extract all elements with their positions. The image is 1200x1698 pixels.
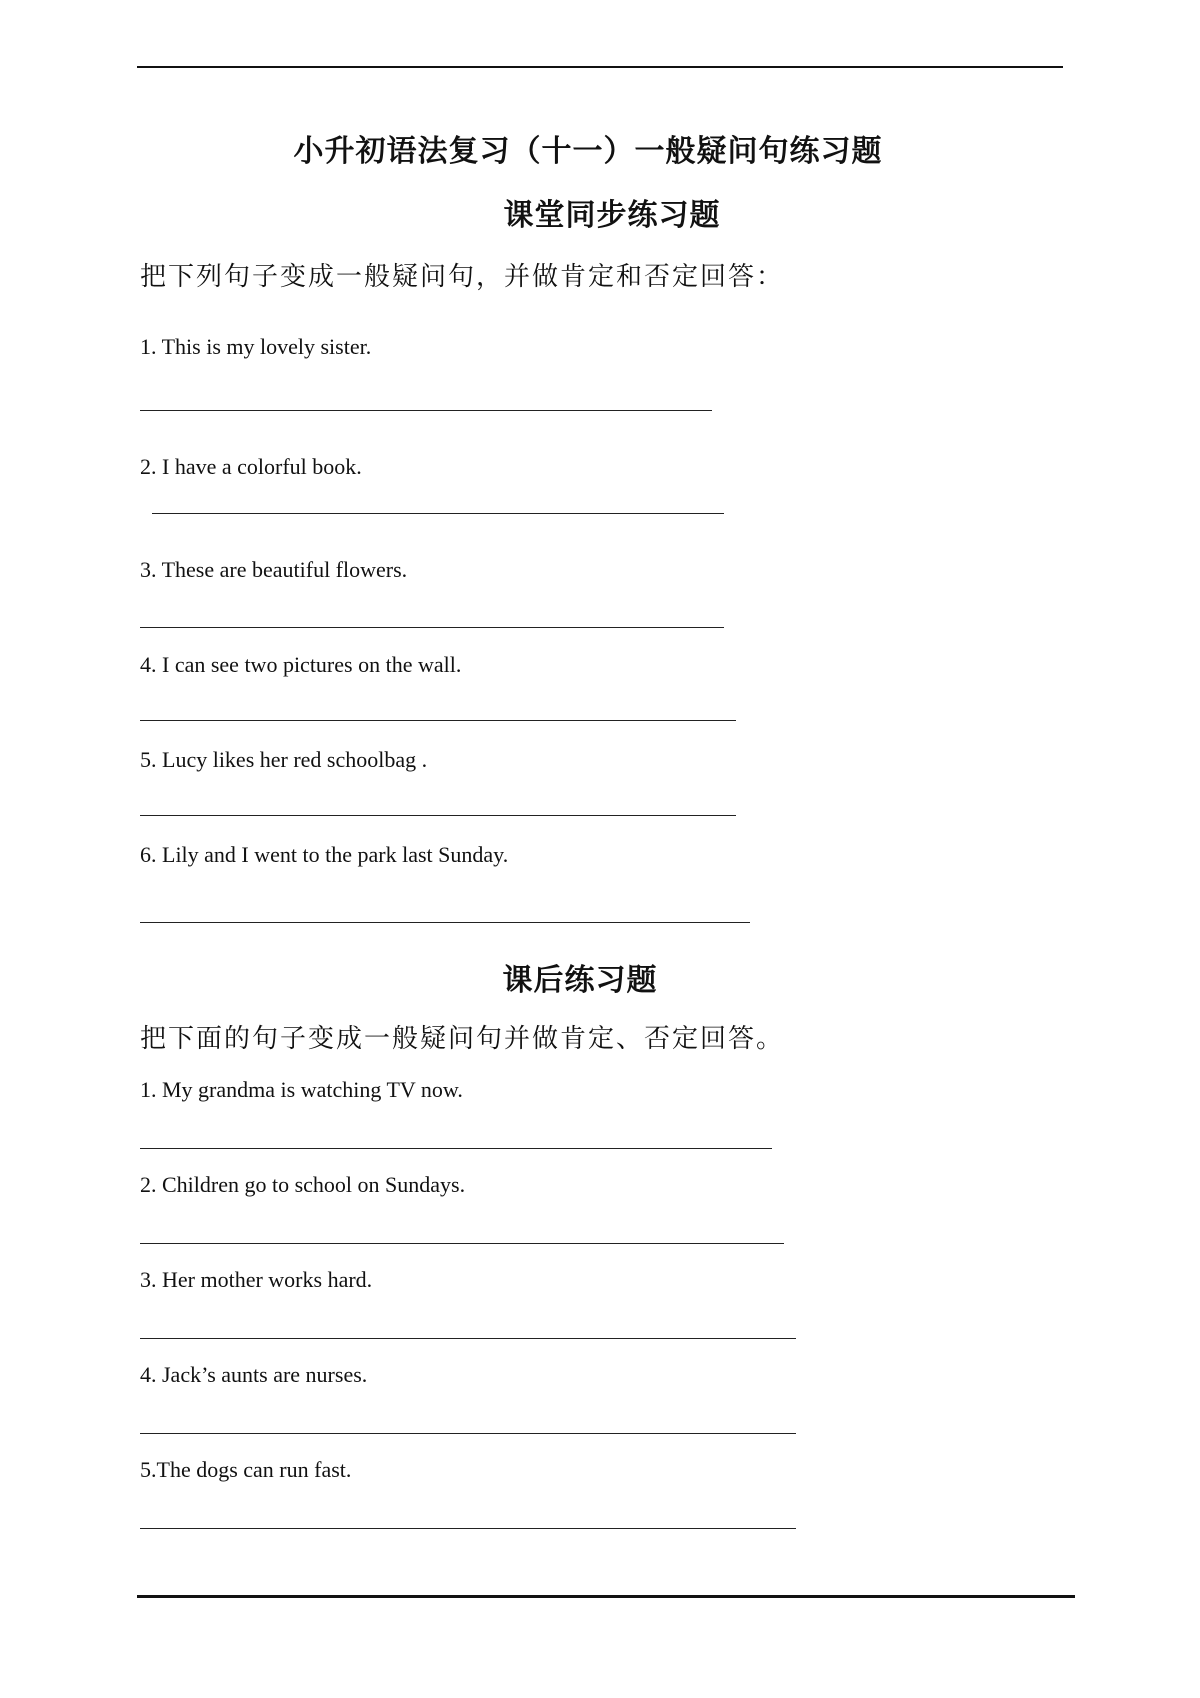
header-rule	[137, 66, 1063, 68]
answer-blank[interactable]	[140, 815, 736, 816]
page-title: 小升初语法复习（十一）一般疑问句练习题	[293, 134, 883, 169]
answer-blank[interactable]	[140, 720, 736, 721]
question-item: 4. I can see two pictures on the wall.	[140, 652, 462, 677]
answer-blank[interactable]	[140, 922, 750, 923]
question-item: 1. This is my lovely sister.	[140, 334, 372, 359]
answer-blank[interactable]	[140, 1148, 772, 1149]
question-item: 4. Jack’s aunts are nurses.	[140, 1362, 368, 1387]
footer-rule	[137, 1595, 1075, 1598]
question-item: 3. Her mother works hard.	[140, 1267, 373, 1292]
instruction-after-class: 把下面的句子变成一般疑问句并做肯定、否定回答。	[140, 1024, 785, 1054]
question-item: 6. Lily and I went to the park last Sunday.	[140, 842, 509, 867]
answer-blank[interactable]	[140, 1243, 784, 1244]
question-item: 3. These are beautiful flowers.	[140, 557, 408, 582]
answer-blank[interactable]	[140, 627, 724, 628]
answer-blank[interactable]	[152, 513, 724, 514]
answer-blank[interactable]	[140, 1433, 796, 1434]
section-heading-after-class: 课后练习题	[502, 963, 658, 998]
answer-blank[interactable]	[140, 1528, 796, 1529]
question-item: 5.The dogs can run fast.	[140, 1457, 352, 1482]
section-heading-in-class: 课堂同步练习题	[503, 198, 721, 233]
answer-blank[interactable]	[140, 1338, 796, 1339]
instruction-in-class: 把下列句子变成一般疑问句，并做肯定和否定回答：	[140, 262, 785, 292]
question-item: 5. Lucy likes her red schoolbag .	[140, 747, 428, 772]
question-item: 2. I have a colorful book.	[140, 454, 362, 479]
question-item: 2. Children go to school on Sundays.	[140, 1172, 466, 1197]
answer-blank[interactable]	[140, 410, 712, 411]
question-item: 1. My grandma is watching TV now.	[140, 1077, 463, 1102]
